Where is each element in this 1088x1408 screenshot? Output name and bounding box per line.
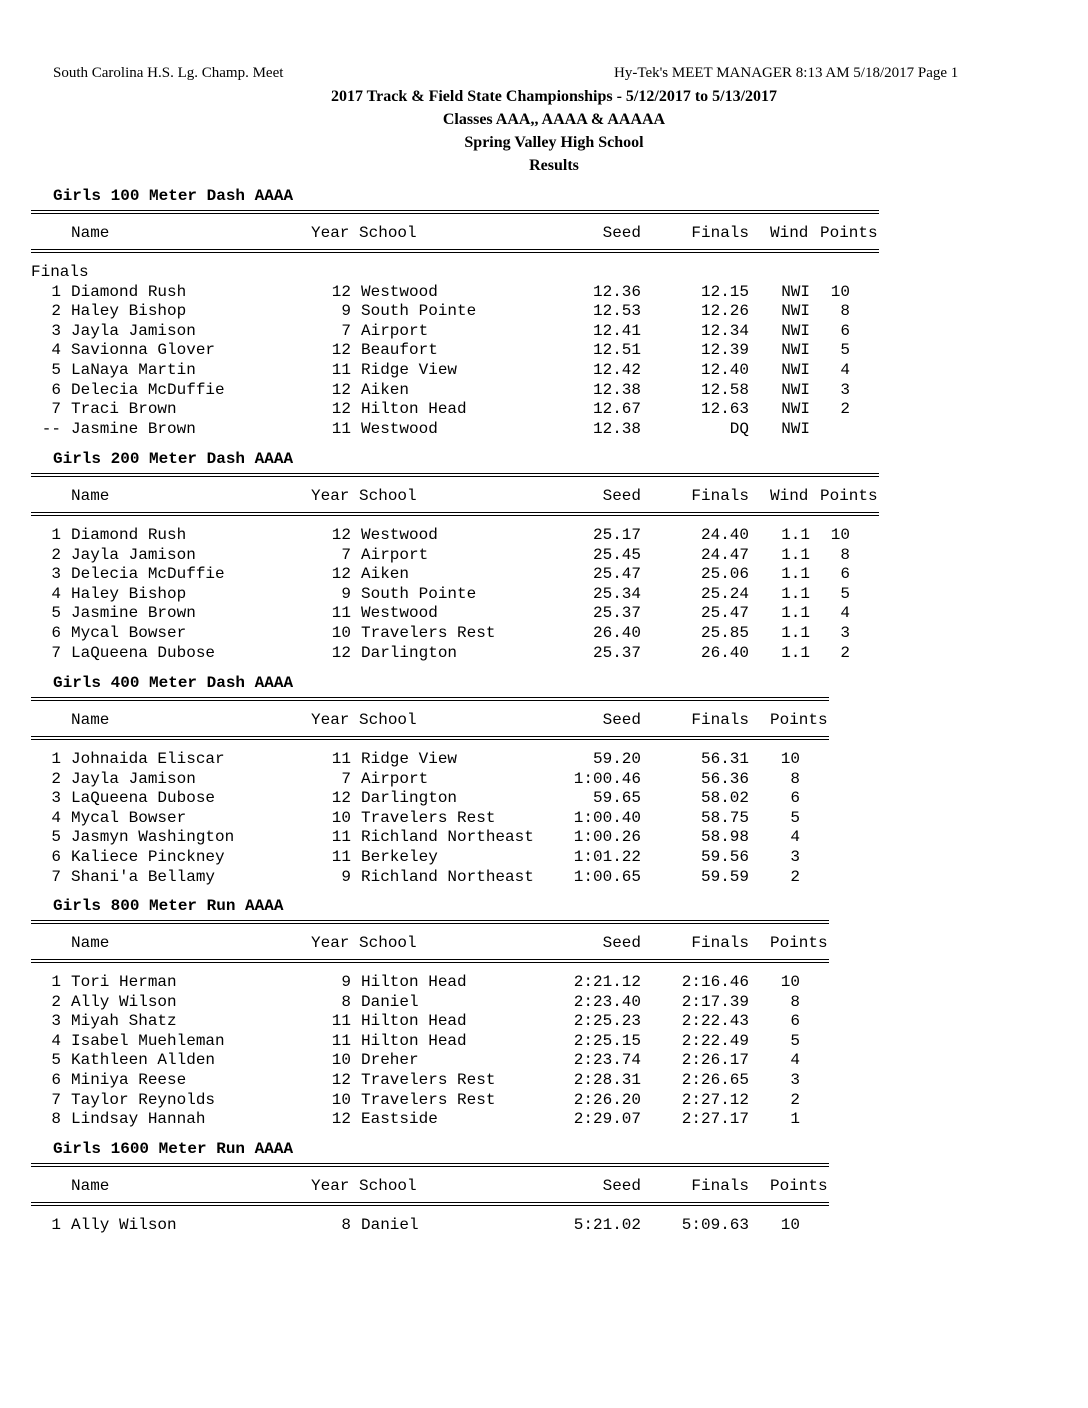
school: Airport: [361, 769, 429, 788]
wind: 1.1: [781, 545, 810, 564]
school: Westwood: [361, 604, 438, 623]
final-time: 2:16.46: [681, 973, 749, 991]
school: Airport: [361, 545, 429, 564]
athlete-name: Haley Bishop: [71, 302, 187, 321]
col-year-school: Year School: [311, 487, 417, 505]
year: 10: [331, 808, 351, 827]
school: Westwood: [361, 282, 438, 301]
final-time: 2:22.49: [681, 1031, 749, 1050]
points: 3: [840, 380, 850, 399]
col-name: Name: [71, 1177, 110, 1195]
software-stamp: Hy-Tek's MEET MANAGER 8:13 AM 5/18/2017 Page 1: [614, 65, 959, 81]
points: 5: [840, 584, 850, 603]
year: 11: [331, 604, 351, 623]
wind: 1.1: [781, 624, 810, 642]
final-time: 58.98: [700, 828, 749, 847]
final-time: 59.59: [700, 867, 749, 886]
year: 9: [341, 302, 351, 321]
year: 12: [331, 643, 351, 662]
final-time: 2:27.17: [681, 1110, 749, 1129]
event-title: Girls 200 Meter Dash AAAA: [53, 450, 294, 468]
athlete-name: Tori Herman: [71, 973, 177, 991]
school: Eastside: [361, 1110, 438, 1129]
col-points: Points: [770, 711, 828, 729]
school: Travelers Rest: [361, 624, 496, 642]
year: 8: [341, 1216, 351, 1234]
points: 3: [790, 848, 800, 866]
school: Westwood: [361, 526, 438, 544]
year: 11: [331, 1031, 351, 1050]
header-rule-top: [31, 473, 879, 477]
school: South Pointe: [361, 302, 477, 321]
section-label: Finals: [31, 263, 89, 281]
wind: 1.1: [781, 643, 810, 662]
athlete-name: Jayla Jamison: [71, 321, 196, 340]
place: 1: [51, 973, 61, 991]
header-rule-top: [31, 697, 829, 701]
seed-time: 2:29.07: [573, 1110, 641, 1129]
seed-time: 12.41: [592, 321, 641, 340]
final-time: 59.56: [700, 848, 749, 866]
seed-time: 12.51: [592, 341, 641, 360]
col-seed: Seed: [602, 711, 641, 729]
seed-time: 2:25.15: [573, 1031, 641, 1050]
school: Daniel: [361, 1216, 419, 1234]
seed-time: 1:00.65: [573, 867, 641, 886]
seed-time: 12.67: [592, 400, 641, 419]
seed-time: 2:25.23: [573, 1012, 641, 1031]
place: 2: [51, 992, 61, 1011]
points: 10: [830, 526, 850, 544]
place: 4: [51, 584, 61, 603]
place: 3: [51, 1012, 61, 1031]
year: 7: [341, 769, 351, 788]
col-wind: Wind: [770, 224, 809, 242]
school: Travelers Rest: [361, 1071, 496, 1089]
place: 7: [51, 400, 61, 419]
athlete-name: Taylor Reynolds: [71, 1090, 216, 1109]
col-finals: Finals: [691, 224, 749, 242]
place: 4: [51, 341, 61, 360]
year: 12: [331, 341, 351, 360]
athlete-name: Delecia McDuffie: [71, 565, 225, 584]
wind: 1.1: [781, 604, 810, 623]
points: 10: [830, 282, 850, 301]
place: 6: [51, 1071, 61, 1089]
points: 10: [780, 973, 800, 991]
school: Westwood: [361, 419, 438, 438]
header-rule-bottom: [31, 249, 879, 253]
seed-time: 12.42: [592, 361, 641, 379]
athlete-name: Diamond Rush: [71, 526, 187, 544]
final-time: DQ: [729, 419, 749, 438]
seed-time: 12.36: [592, 282, 641, 301]
wind: NWI: [781, 302, 810, 321]
col-name: Name: [71, 224, 110, 242]
final-time: 2:26.17: [681, 1051, 749, 1070]
place: 6: [51, 624, 61, 642]
seed-time: 5:21.02: [573, 1216, 641, 1234]
final-time: 2:26.65: [681, 1071, 749, 1089]
header-rule-bottom: [31, 1202, 829, 1206]
points: 2: [790, 1090, 800, 1109]
school: Aiken: [361, 565, 410, 584]
athlete-name: Johnaida Eliscar: [71, 750, 225, 768]
wind: NWI: [781, 400, 810, 419]
school: Hilton Head: [361, 400, 467, 419]
seed-time: 59.20: [592, 750, 641, 768]
header-rule-bottom: [31, 736, 829, 740]
points: 5: [790, 1031, 800, 1050]
col-finals: Finals: [691, 711, 749, 729]
year: 11: [331, 828, 351, 847]
athlete-name: Traci Brown: [71, 400, 177, 419]
points: 4: [840, 604, 850, 623]
points: 8: [790, 992, 800, 1011]
year: 9: [341, 584, 351, 603]
final-time: 12.63: [700, 400, 749, 419]
classes-line: Classes AAA,, AAAA & AAAAA: [442, 111, 666, 128]
seed-time: 1:00.26: [573, 828, 641, 847]
final-time: 58.02: [700, 789, 749, 808]
points: 8: [840, 545, 850, 564]
final-time: 25.47: [700, 604, 749, 623]
venue-line: Spring Valley High School: [464, 134, 644, 151]
athlete-name: Shani'a Bellamy: [71, 867, 216, 886]
final-time: 25.24: [700, 584, 749, 603]
points: 5: [790, 808, 800, 827]
year: 7: [341, 321, 351, 340]
place: 5: [51, 361, 61, 379]
year: 12: [331, 789, 351, 808]
place: 2: [51, 545, 61, 564]
year: 11: [331, 848, 351, 866]
seed-time: 2:26.20: [573, 1090, 641, 1109]
athlete-name: LaQueena Dubose: [71, 643, 216, 662]
place: 7: [51, 1090, 61, 1109]
wind: NWI: [781, 321, 810, 340]
athlete-name: LaQueena Dubose: [71, 789, 216, 808]
school: Aiken: [361, 380, 410, 399]
school: Beaufort: [361, 341, 438, 360]
seed-time: 25.37: [592, 643, 641, 662]
school: Darlington: [361, 789, 458, 808]
points: 1: [790, 1110, 800, 1129]
year: 11: [331, 361, 351, 379]
school: Travelers Rest: [361, 1090, 496, 1109]
seed-time: 1:00.46: [573, 769, 641, 788]
points: 8: [790, 769, 800, 788]
points: 6: [790, 1012, 800, 1031]
col-year-school: Year School: [311, 934, 417, 952]
athlete-name: Lindsay Hannah: [71, 1110, 206, 1129]
wind: NWI: [781, 341, 810, 360]
school: Airport: [361, 321, 429, 340]
place: 1: [51, 750, 61, 768]
seed-time: 25.45: [592, 545, 641, 564]
place: 1: [51, 526, 61, 544]
year: 12: [331, 380, 351, 399]
place: 2: [51, 769, 61, 788]
seed-time: 1:01.22: [573, 848, 641, 866]
final-time: 58.75: [700, 808, 749, 827]
seed-time: 12.38: [592, 419, 641, 438]
final-time: 56.31: [700, 750, 749, 768]
seed-time: 25.34: [592, 584, 641, 603]
meet-name: South Carolina H.S. Lg. Champ. Meet: [53, 65, 284, 81]
school: Richland Northeast: [361, 867, 534, 886]
col-points: Points: [820, 224, 878, 242]
athlete-name: Ally Wilson: [71, 992, 177, 1011]
athlete-name: Isabel Muehleman: [71, 1031, 225, 1050]
athlete-name: Savionna Glover: [71, 341, 216, 360]
year: 9: [341, 973, 351, 991]
col-finals: Finals: [691, 1177, 749, 1195]
place: 7: [51, 867, 61, 886]
event-title: Girls 400 Meter Dash AAAA: [53, 674, 294, 692]
athlete-name: Jasmine Brown: [71, 604, 196, 623]
place: 4: [51, 1031, 61, 1050]
athlete-name: Diamond Rush: [71, 282, 187, 301]
points: 3: [790, 1071, 800, 1089]
athlete-name: LaNaya Martin: [71, 361, 196, 379]
wind: NWI: [781, 282, 810, 301]
header-rule-bottom: [31, 959, 829, 963]
school: Hilton Head: [361, 1031, 467, 1050]
year: 12: [331, 565, 351, 584]
points: 2: [840, 643, 850, 662]
wind: 1.1: [781, 584, 810, 603]
col-seed: Seed: [602, 1177, 641, 1195]
col-seed: Seed: [602, 934, 641, 952]
place: 4: [51, 808, 61, 827]
place: 5: [51, 1051, 61, 1070]
points: 10: [780, 1216, 800, 1234]
points: 2: [840, 400, 850, 419]
athlete-name: Delecia McDuffie: [71, 380, 225, 399]
seed-time: 2:21.12: [573, 973, 641, 991]
year: 11: [331, 419, 351, 438]
col-finals: Finals: [691, 934, 749, 952]
year: 9: [341, 867, 351, 886]
final-time: 12.26: [700, 302, 749, 321]
place: 6: [51, 380, 61, 399]
athlete-name: Miniya Reese: [71, 1071, 187, 1089]
header-rule-top: [31, 1163, 829, 1167]
points: 2: [790, 867, 800, 886]
col-year-school: Year School: [311, 1177, 417, 1195]
place: 8: [51, 1110, 61, 1129]
col-points: Points: [770, 934, 828, 952]
year: 12: [331, 1071, 351, 1089]
year: 12: [331, 400, 351, 419]
year: 10: [331, 624, 351, 642]
athlete-name: Mycal Bowser: [71, 624, 187, 642]
event-title: Girls 100 Meter Dash AAAA: [53, 187, 294, 205]
seed-time: 2:23.74: [573, 1051, 641, 1070]
results-heading: Results: [529, 157, 579, 174]
col-name: Name: [71, 487, 110, 505]
col-seed: Seed: [602, 487, 641, 505]
year: 12: [331, 526, 351, 544]
school: Richland Northeast: [361, 828, 534, 847]
place: 3: [51, 321, 61, 340]
event-title: Girls 800 Meter Run AAAA: [53, 897, 284, 915]
seed-time: 12.38: [592, 380, 641, 399]
header-rule-top: [31, 210, 879, 214]
col-wind: Wind: [770, 487, 809, 505]
points: 6: [840, 565, 850, 584]
col-year-school: Year School: [311, 224, 417, 242]
school: Berkeley: [361, 848, 438, 866]
place: 3: [51, 789, 61, 808]
points: 8: [840, 302, 850, 321]
school: Travelers Rest: [361, 808, 496, 827]
final-time: 2:27.12: [681, 1090, 749, 1109]
wind: NWI: [781, 419, 810, 438]
athlete-name: Kathleen Allden: [71, 1051, 216, 1070]
school: Daniel: [361, 992, 419, 1011]
final-time: 25.06: [700, 565, 749, 584]
year: 11: [331, 750, 351, 768]
wind: NWI: [781, 380, 810, 399]
athlete-name: Haley Bishop: [71, 584, 187, 603]
seed-time: 26.40: [592, 624, 641, 642]
year: 7: [341, 545, 351, 564]
place: --: [41, 419, 61, 438]
points: 6: [840, 321, 850, 340]
place: 5: [51, 604, 61, 623]
final-time: 25.85: [700, 624, 749, 642]
year: 12: [331, 1110, 351, 1129]
final-time: 12.15: [700, 282, 749, 301]
final-time: 5:09.63: [681, 1216, 749, 1234]
place: 3: [51, 565, 61, 584]
school: Darlington: [361, 643, 458, 662]
wind: 1.1: [781, 565, 810, 584]
final-time: 26.40: [700, 643, 749, 662]
athlete-name: Kaliece Pinckney: [71, 848, 225, 866]
final-time: 56.36: [700, 769, 749, 788]
final-time: 12.39: [700, 341, 749, 360]
col-name: Name: [71, 711, 110, 729]
header-rule-top: [31, 920, 829, 924]
school: Dreher: [361, 1051, 419, 1070]
col-year-school: Year School: [311, 711, 417, 729]
seed-time: 59.65: [592, 789, 641, 808]
place: 2: [51, 302, 61, 321]
final-time: 24.47: [700, 545, 749, 564]
col-finals: Finals: [691, 487, 749, 505]
athlete-name: Mycal Bowser: [71, 808, 187, 827]
col-points: Points: [770, 1177, 828, 1195]
seed-time: 25.17: [592, 526, 641, 544]
col-seed: Seed: [602, 224, 641, 242]
col-points: Points: [820, 487, 878, 505]
final-time: 12.40: [700, 361, 749, 379]
athlete-name: Miyah Shatz: [71, 1012, 177, 1031]
year: 12: [331, 282, 351, 301]
wind: NWI: [781, 361, 810, 379]
header-rule-bottom: [31, 512, 879, 516]
points: 3: [840, 624, 850, 642]
points: 5: [840, 341, 850, 360]
place: 1: [51, 1216, 61, 1234]
col-name: Name: [71, 934, 110, 952]
points: 4: [840, 361, 850, 379]
place: 6: [51, 848, 61, 866]
school: Ridge View: [361, 750, 458, 768]
athlete-name: Jayla Jamison: [71, 769, 196, 788]
athlete-name: Jasmine Brown: [71, 419, 196, 438]
event-title: Girls 1600 Meter Run AAAA: [53, 1140, 294, 1158]
final-time: 2:17.39: [681, 992, 749, 1011]
points: 10: [780, 750, 800, 768]
year: 10: [331, 1051, 351, 1070]
place: 5: [51, 828, 61, 847]
seed-time: 25.47: [592, 565, 641, 584]
seed-time: 2:28.31: [573, 1071, 641, 1089]
final-time: 12.34: [700, 321, 749, 340]
school: Hilton Head: [361, 1012, 467, 1031]
final-time: 2:22.43: [681, 1012, 749, 1031]
school: Hilton Head: [361, 973, 467, 991]
seed-time: 25.37: [592, 604, 641, 623]
seed-time: 12.53: [592, 302, 641, 321]
athlete-name: Jayla Jamison: [71, 545, 196, 564]
seed-time: 2:23.40: [573, 992, 641, 1011]
place: 7: [51, 643, 61, 662]
school: Ridge View: [361, 361, 458, 379]
year: 11: [331, 1012, 351, 1031]
seed-time: 1:00.40: [573, 808, 641, 827]
athlete-name: Jasmyn Washington: [71, 828, 235, 847]
wind: 1.1: [781, 526, 810, 544]
athlete-name: Ally Wilson: [71, 1216, 177, 1234]
place: 1: [51, 282, 61, 301]
year: 8: [341, 992, 351, 1011]
final-time: 24.40: [700, 526, 749, 544]
points: 4: [790, 828, 800, 847]
final-time: 12.58: [700, 380, 749, 399]
points: 4: [790, 1051, 800, 1070]
page-title: 2017 Track & Field State Championships - 5/12/2017 to 5/13/2017: [330, 88, 778, 105]
school: South Pointe: [361, 584, 477, 603]
points: 6: [790, 789, 800, 808]
year: 10: [331, 1090, 351, 1109]
